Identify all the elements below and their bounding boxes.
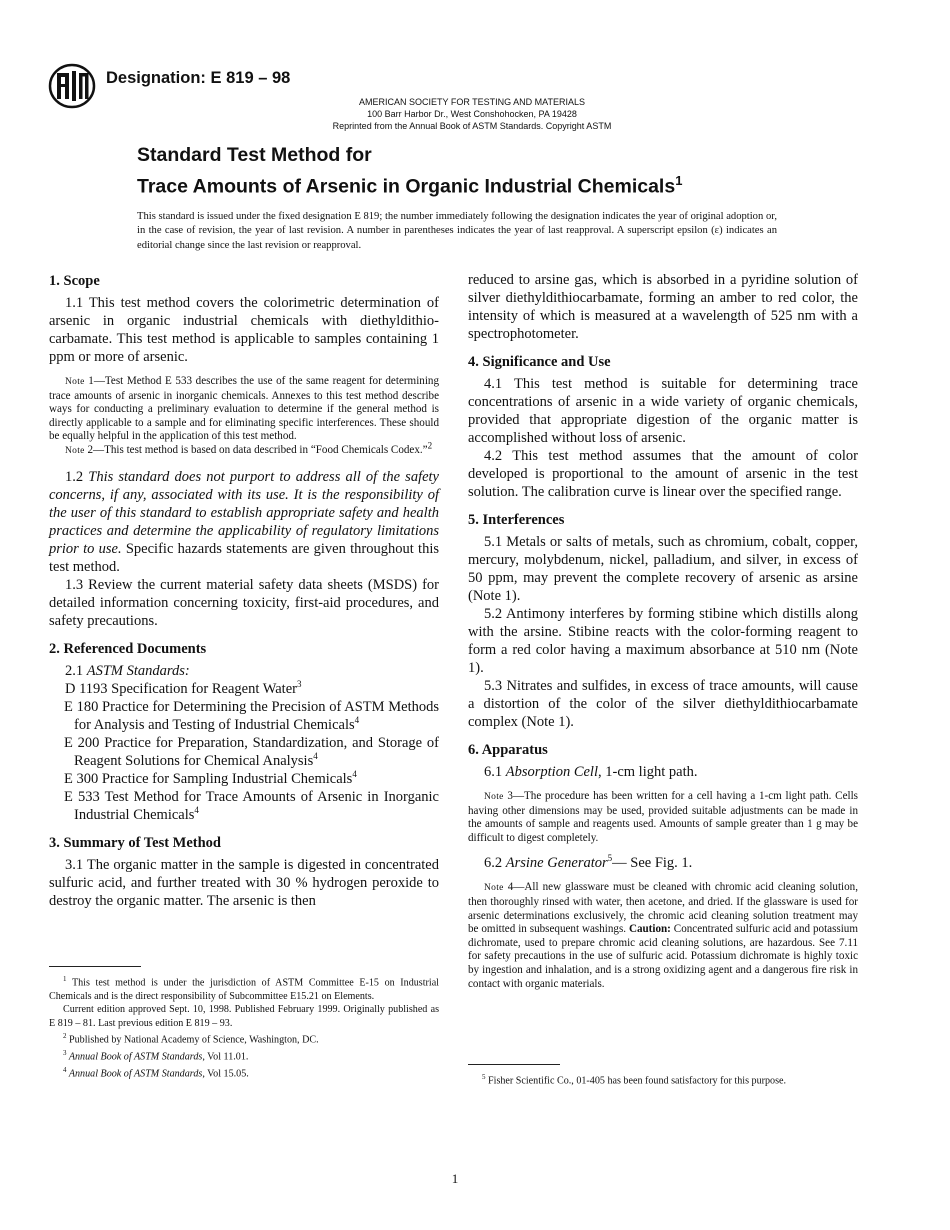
paragraph-2-1-number: 2.1: [65, 662, 87, 679]
paragraph-4-2: 4.2 This test method assumes that the amount of color developed is proportional to the amount of arsenic in the test solution. The calibration curve is linear over the specified range.: [468, 448, 858, 500]
designation: Designation: E 819 – 98: [106, 69, 291, 87]
paragraph-1-1: 1.1 This test method covers the colorimetric determination of arsenic in organic industrial chemicals with diethyldithio-carbamate. This test method is applicable to samples containing 1 ppm or more of arsenic.: [49, 295, 439, 365]
note-4-rest: Concentrated sulfuric acid and potassium dichromate, used to prepare chromic acid cleaning solutions, are hazardous. See 7.11 for safety precautions in the use of sulfuric acid. Potassium dichromate is highly toxic by ingestion and inhalation, and is a strong oxidizing agent and a dangerous fire risk in contact with organic materials.: [468, 923, 858, 990]
paragraph-3-1: 3.1 The organic matter in the sample is digested in concentrated sulfuric acid, and further treated with 30 % hydrogen peroxide to destroy the organic matter. The arsenic is then: [49, 856, 439, 909]
footnote-3: [49, 1047, 439, 1064]
reference-footnote-ref: 4: [354, 714, 360, 725]
footnote-3-marker: 3: [63, 1048, 67, 1057]
title-line-2-text: Trace Amounts of Arsenic in Organic Industrial Chemicals: [137, 175, 676, 198]
section-5-heading: 5. Interferences: [468, 512, 565, 528]
section-6-heading: 6. Apparatus: [468, 742, 548, 758]
footnotes-left: [49, 966, 439, 1080]
paragraph-6-2-footnote-ref: 5: [607, 853, 613, 864]
reference-item: [49, 680, 439, 698]
right-column: [468, 271, 858, 1000]
section-1-heading: 1. Scope: [49, 273, 100, 289]
issuance-statement: This standard is issued under the fixed designation E 819; the number immediately following the designation indicates the year of original adoption or, in the case of revision, the year of last revision. A number in parentheses indicates the year of last reapproval. A superscript epsilon (ε) indicates an editorial change since the last revision or reapproval.: [137, 211, 777, 251]
footnote-1-marker: 1: [63, 975, 67, 983]
note-1-label: Note: [65, 377, 85, 387]
paragraph-5-1: 5.1 Metals or salts of metals, such as chromium, cobalt, copper, mercury, molybdenum, nickel, palladium, and silver, in excess of 50 ppm, may prevent the complete recovery of arsenic as arsine (Note 1).: [468, 534, 858, 604]
paragraph-4-1: 4.1 This test method is suitable for determining trace concentrations of arsenic in a wide variety of organic chemicals, provided that appropriate digestion of the organic matter is accomplished without loss of arsenic.: [468, 376, 858, 446]
reference-text: E 180 Practice for Determining the Precision of ASTM Methods for Analysis and Testing of Industrial Chemicals: [64, 698, 439, 733]
footnote-2-text: Published by National Academy of Science, Washington, DC.: [66, 1034, 319, 1046]
footnote-1-edition: Current edition approved Sept. 10, 1998. Published February 1999. Originally published as E 819 – 81. Last previous edition E 819 – 93.: [49, 1004, 439, 1029]
paragraph-3-1-continued: reduced to arsine gas, which is absorbed in a pyridine solution of silver diethyldithiocarbamate, forming an amber to red color, the intensity of which is measured at a wavelength of 525 nm with a spectrophotometer.: [468, 272, 858, 342]
footnote-2-marker: 2: [63, 1031, 67, 1040]
footnote-4: [49, 1064, 439, 1081]
publisher-block: [260, 96, 684, 132]
note-2-label: Note: [65, 445, 85, 456]
paragraph-6-2-rest: — See Fig. 1.: [612, 855, 693, 872]
paragraph-1-2: [49, 468, 439, 576]
note-4-text: 4—All new glassware must be cleaned with chromic acid cleaning solution, then thoroughly rinsed with water, then acetone, and dried. If the glassware is used for arsenic determinations exclusively, the chromic acid cleaning solution treatment may be omitted in subsequent washings.: [468, 881, 858, 936]
paragraph-6-1-item: Absorption Cell: [505, 764, 598, 780]
footnote-2: [49, 1030, 439, 1047]
footnote-divider: [468, 1064, 560, 1065]
section-3-heading: 3. Summary of Test Method: [49, 834, 221, 851]
paragraph-6-1-number: 6.1: [484, 764, 506, 780]
reference-footnote-ref: 4: [313, 750, 318, 761]
footnote-1: [49, 973, 439, 1003]
note-3-label: Note: [484, 792, 504, 802]
publisher-reprint: Reprinted from the Annual Book of ASTM Standards. Copyright ASTM: [332, 121, 612, 131]
footnote-4-volume: , Vol 15.05.: [202, 1067, 249, 1079]
paragraph-2-1: [49, 662, 439, 680]
publisher-org: AMERICAN SOCIETY FOR TESTING AND MATERIALS: [358, 97, 586, 107]
left-column: [49, 271, 439, 910]
reference-text: E 200 Practice for Preparation, Standardization, and Storage of Reagent Solutions for Chemical Analysis: [64, 734, 439, 769]
reference-footnote-ref: 4: [352, 768, 357, 779]
title-line-2: [137, 168, 857, 200]
paragraph-2-1-label: ASTM Standards:: [86, 662, 190, 679]
reference-item: [49, 734, 439, 770]
paragraph-6-1: [468, 763, 858, 781]
note-3-text: 3—The procedure has been written for a cell having a 1-cm light path. Cells having other dimensions may be used, provided suitable adjustments can be made in the amounts of sample and reagents used. Amounts of sample greater than 1 g may be difficult to digest completely.: [468, 790, 858, 844]
reference-item: [49, 770, 439, 788]
note-3: [468, 790, 858, 845]
note-4-caution: Caution:: [628, 923, 671, 936]
title-footnote-ref: 1: [675, 173, 683, 188]
paragraph-6-2-item: Arsine Generator: [505, 855, 608, 872]
page-number: 1: [451, 1171, 459, 1186]
reference-item: [49, 788, 439, 824]
note-2: [49, 440, 439, 459]
paragraph-6-1-rest: , 1-cm light path.: [598, 764, 698, 780]
paragraph-1-2-number: 1.2: [65, 468, 89, 485]
note-2-text: 2—This test method is based on data described in “Food Chemicals Codex.”: [84, 443, 428, 456]
footnotes-right: [468, 1064, 858, 1088]
reference-footnote-ref: 4: [194, 804, 199, 815]
footnote-5-marker: 5: [482, 1073, 486, 1081]
reference-item: [49, 698, 439, 734]
section-4-heading: 4. Significance and Use: [468, 354, 611, 370]
reference-text: D 1193 Specification for Reagent Water: [65, 680, 297, 697]
astm-logo: [48, 63, 96, 109]
note-4-label: Note: [484, 883, 504, 894]
reference-footnote-ref: 3: [296, 678, 302, 689]
footnote-4-marker: 4: [63, 1065, 67, 1074]
safety-caveat: This standard does not purport to address all of the safety concerns, if any, associated with its use. It is the responsibility of the user of this standard to establish appropriate safety and health practices and determine the applicability of regulatory limitations prior to use.: [49, 468, 439, 557]
reference-text: E 300 Practice for Sampling Industrial Chemicals: [64, 770, 353, 787]
publisher-address: 100 Barr Harbor Dr., West Conshohocken, PA 19428: [367, 109, 577, 119]
section-2-heading: 2. Referenced Documents: [49, 640, 207, 657]
footnote-5-text: Fisher Scientific Co., 01-405 has been found satisfactory for this purpose.: [485, 1075, 787, 1087]
title-line-1: Standard Test Method for: [137, 144, 372, 166]
paragraph-1-3: 1.3 Review the current material safety data sheets (MSDS) for detailed information concerning toxicity, first-aid procedures, and safety precautions.: [49, 576, 439, 629]
footnote-3-volume: , Vol 11.01.: [202, 1051, 249, 1063]
document-title: [137, 143, 857, 200]
footnote-divider: [49, 966, 141, 967]
footnote-3-title: Annual Book of ASTM Standards: [66, 1051, 203, 1063]
reference-text: E 533 Test Method for Trace Amounts of Arsenic in Inorganic Industrial Chemicals: [64, 788, 439, 823]
note-1: [49, 375, 439, 444]
paragraph-6-2-number: 6.2: [484, 855, 506, 872]
footnote-5: [468, 1071, 858, 1088]
note-2-footnote-ref: 2: [427, 440, 433, 451]
paragraph-1-2-rest: Specific hazards statements are given throughout this test method.: [49, 540, 439, 575]
note-1-text: 1—Test Method E 533 describes the use of the same reagent for determining trace amounts of arsenic in inorganic chemicals. Annexes to this test method describe ways for conducting a preliminary evaluation to determine if the general method is directly applicable to a sample and for eliminating specific interferences. These should be equally helpful in the application of this test method.: [49, 375, 439, 443]
astm-logo-lettering: [57, 71, 89, 101]
footnote-1-text: This test method is under the jurisdiction of ASTM Committee E-15 on Industrial Chemicals and is the direct responsibility of Subcommittee E15.21 on Elements.: [49, 977, 439, 1002]
paragraph-5-2: 5.2 Antimony interferes by forming stibine which distills along with the arsine. Stibine reacts with the color-forming reagent to form a red color having a maximum absorbance at 510 nm (Note 1).: [468, 606, 858, 676]
paragraph-5-3: 5.3 Nitrates and sulfides, in excess of trace amounts, will cause a distortion of the color of the silver diethyldithiocarbamate complex (Note 1).: [468, 678, 858, 730]
note-4: [468, 881, 858, 991]
footnote-4-title: Annual Book of ASTM Standards: [66, 1067, 203, 1079]
paragraph-6-2: [468, 854, 858, 872]
